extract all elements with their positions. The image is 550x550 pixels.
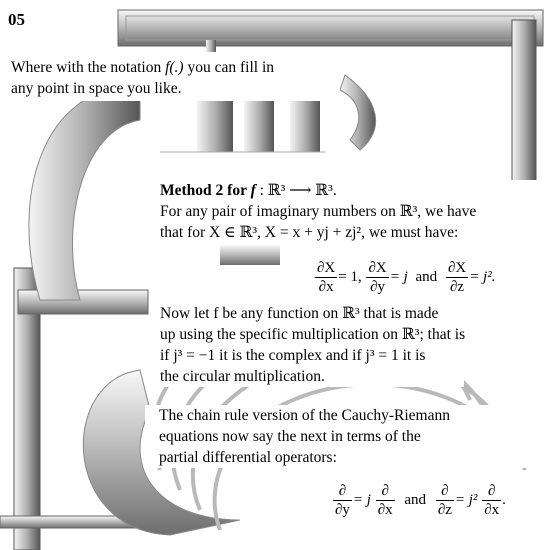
paragraph-3-line-3: partial differential operators: (159, 449, 337, 466)
fraction-dy: $\frac{\partial X}{\partial y}$ (368, 260, 387, 295)
method-line-1: For any pair of imaginary numbers on ℝ³, we have (160, 203, 477, 220)
paragraph-2-line-3: if j³ = −1 it is the complex and if j³ = 1 it is (160, 347, 426, 364)
fraction-dx: $\frac{\partial X}{\partial x}$ (317, 260, 336, 295)
method-block (156, 180, 544, 243)
paragraph-3-line-2: equations now say the next in terms of the (159, 428, 421, 445)
big-letter-c-shape (29, 85, 140, 300)
paragraph-2-line-4: the circular multiplication. (160, 368, 325, 385)
paragraph-2 (156, 303, 464, 387)
paragraph-3-line-1: The chain rule version of the Cauchy-Riemann (159, 407, 450, 424)
method-heading: Method 2 for f : ℝ³ ⟶ ℝ³. (160, 182, 337, 199)
frame-right-bar (512, 20, 536, 192)
intro-line-2: any point in space you like. (11, 80, 182, 97)
frame-top-bar (118, 10, 543, 46)
paragraph-2-line-1: Now let f be any function on ℝ³ that is made (160, 305, 439, 322)
equation-1: $\frac{\partial X}{\partial x}$ = 1, $\frac{\partial X}{\partial y}$ = j and $\frac{\partial X}{\partial z}$ = j². (310, 255, 499, 300)
paragraph-2-line-2: up using the specific multiplication on ℝ³; that is (160, 326, 466, 343)
fraction-dz: $\frac{\partial X}{\partial z}$ (447, 260, 467, 295)
paragraph-3 (145, 405, 550, 468)
method-line-2: that for X ∈ ℝ³, X = x + yj + zj², we must have: (160, 224, 459, 241)
intro-line-1: Where with the notation f(.) you can fill in (11, 59, 275, 76)
intro-paragraph (8, 55, 340, 101)
page-number: 05 (8, 10, 25, 29)
equation-2: $\frac{\partial}{\partial y}$ = j $\frac{\partial}{\partial x}$ and $\frac{\partial}{\partial z}$ = j² $\frac{\partial}{\partial x}$ . (328, 478, 510, 523)
